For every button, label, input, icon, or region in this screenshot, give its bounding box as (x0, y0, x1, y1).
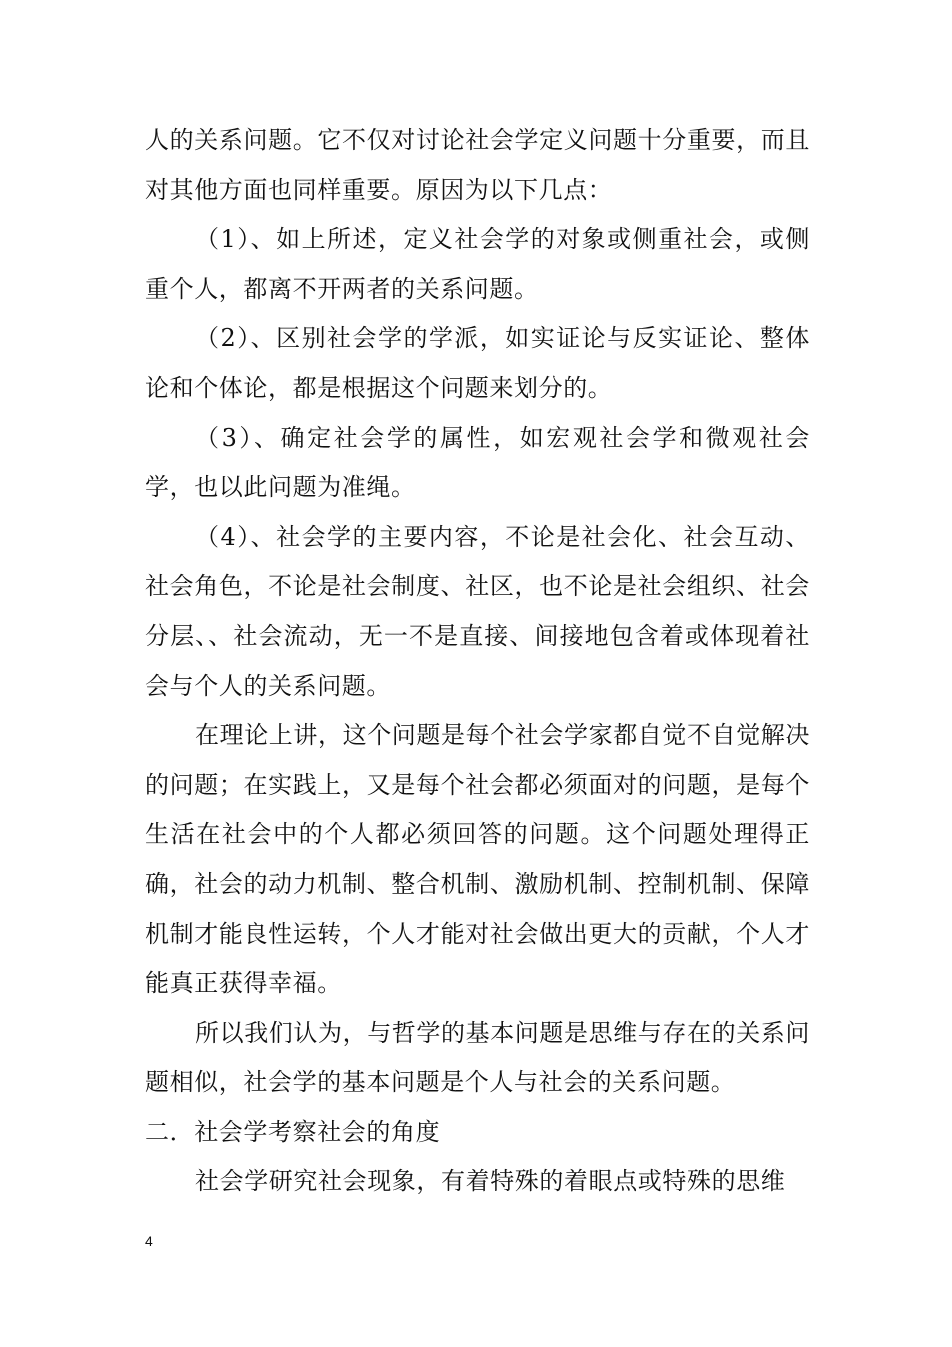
section-heading: 二．社会学考察社会的角度 (145, 1117, 441, 1146)
paragraph-theory-practice: 在理论上讲，这个问题是每个社会学家都自觉不自觉解决的问题；在实践上，又是每个社会都必须面对的问题，是每个生活在社会中的个人都必须回答的问题。这个问题处理得正确，社会的动力机制、整合机制、激励机制、控制机制、保障机制才能良性运转，个人才能对社会做出更大的贡献，个人才能真正获得幸福。 (145, 721, 810, 998)
paragraph-point-1: （1）、如上所述，定义社会学的对象或侧重社会，或侧重个人，都离不开两者的关系问题。 (145, 225, 810, 303)
paragraph-continuation: 人的关系问题。它不仅对讨论社会学定义问题十分重要，而且对其他方面也同样重要。原因为以下几点： (145, 126, 810, 204)
paragraph-section-intro: 社会学研究社会现象，有着特殊的着眼点或特殊的思维 (195, 1167, 786, 1196)
paragraph-point-2: （2）、区别社会学的学派，如实证论与反实证论、整体论和个体论，都是根据这个问题来划分的。 (145, 324, 810, 402)
page-number: 4 (145, 1233, 153, 1249)
paragraph-conclusion: 所以我们认为，与哲学的基本问题是思维与存在的关系问题相似，社会学的基本问题是个人与社会的关系问题。 (145, 1018, 810, 1097)
paragraph-point-3: （3）、确定社会学的属性，如宏观社会学和微观社会学，也以此问题为准绳。 (145, 423, 810, 502)
body-text (145, 116, 810, 1207)
paragraph-point-4: （4）、社会学的主要内容，不论是社会化、社会互动、社会角色，不论是社会制度、社区，也不论是社会组织、社会分层、、社会流动，无一不是直接、间接地包含着或体现着社会与个人的关系问题。 (145, 522, 810, 700)
